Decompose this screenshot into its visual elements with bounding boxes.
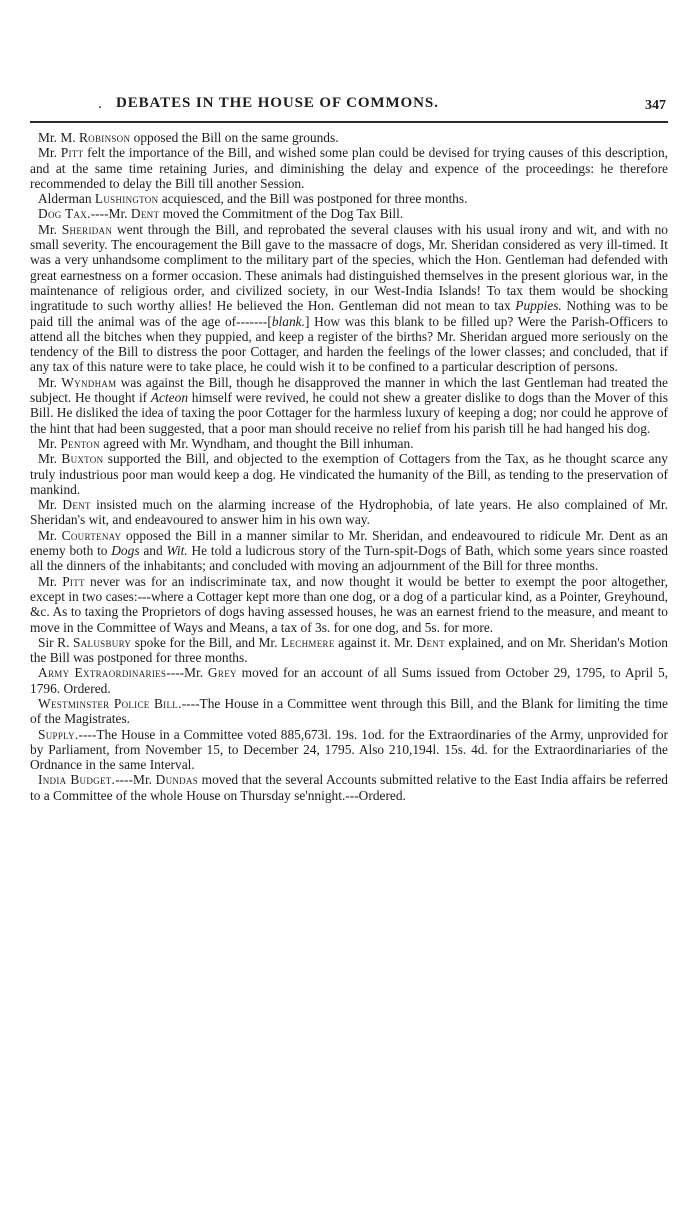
speaker-name: Grey <box>207 665 237 681</box>
text: Mr. <box>38 221 62 237</box>
section-heading: India Budget. <box>38 772 116 788</box>
paragraph-wyndham <box>30 375 668 436</box>
text: ----Mr. <box>90 206 131 222</box>
text: opposed the Bill in a manner similar to Mr. Sheridan, and endeavoured to ridicule Mr. Dent as an enemy both to <box>30 527 668 559</box>
speaker-name: Dundas <box>155 772 199 788</box>
text: agreed with Mr. Wyndham, and thought the Bill inhuman. <box>99 435 414 451</box>
paragraph-india-budget <box>30 772 668 803</box>
paragraph-dog-tax <box>30 206 668 221</box>
text: explained, and on Mr. Sheridan's Motion the Bill was postponed for three months. <box>30 634 668 666</box>
italic-text: Dogs <box>111 543 140 559</box>
page-number: 347 <box>645 98 666 113</box>
speaker-name: Pitt <box>60 145 84 161</box>
paragraph-salusbury <box>30 635 668 666</box>
text: Sir R. <box>38 634 74 650</box>
text: Mr. <box>38 145 61 161</box>
text: ----The House in a Committee voted 885,673l. 19s. 1od. for the Extraordinaries of the Army, unprovided for by Parliament, from November 15, to December 24, 1795. Also 210,194l. 15s. 4d. for the Extraordinariaries of the Ordnance in the same Interval. <box>30 726 668 773</box>
section-heading: Supply. <box>38 726 79 742</box>
paragraph-dent <box>30 497 668 528</box>
text: He told a ludicrous story of the Turn-spit-Dogs of Bath, which some years since roasted all the dinners of the inhabitants; and concluded with moving an adjournment of the Bill for three months. <box>30 543 668 574</box>
text: spoke for the Bill, and Mr. <box>131 634 282 650</box>
paragraph-lushington <box>30 191 668 206</box>
text: ] How was this blank to be filled up? Were the Parish-Officers to attend all the bitches when they puppied, and keep a register of the births? Mr. Sheridan argued more seriously on the tendency of the Bill to distress the poor Cottager, and harden the feelings of the lower classes; and concluded, that if any tax of this nature were to take place, he could wish it to be confined to a particular description of persons. <box>30 313 669 375</box>
speaker-name: Buxton <box>61 451 104 467</box>
speaker-name: Dent <box>130 206 160 222</box>
italic-text: Acteon <box>150 390 189 406</box>
text: Mr. <box>38 451 62 467</box>
speaker-name: Dent <box>62 497 91 513</box>
paragraph-sheridan <box>30 222 668 375</box>
article-body <box>30 130 668 803</box>
speaker-name: Dent <box>416 634 445 650</box>
speaker-name: Lushington <box>94 191 159 207</box>
paragraph-supply <box>30 727 668 773</box>
text: felt the importance of the Bill, and wished some plan could be devised for trying causes of this description, and at the same time retaining Juries, and diminishing the delay and expence of the proceedings: he therefore recommended to delay the Bill till another Session. <box>30 145 668 191</box>
text: went through the Bill, and reprobated the several clauses with his usual irony and wit, and with no small severity. The encouragement the Bill gave to the massacre of dogs, Mr. Sheridan considered as very ill-timed. It was a very unhandsome compliment to the military part of the species, which the Hon. Gentleman had defended with great earnestness on a former occasion. These animals had distinguished themselves in the present glorious war, in the maintenance of religious order, and civilized society, in our West-India Islands! To tax them would be shocking ingratitude to such worthy allies! He believed the Hon. Gentleman did not mean to tax <box>30 221 669 314</box>
italic-text: Wit. <box>166 543 188 559</box>
text: Alderman <box>38 191 95 207</box>
paragraph-buxton <box>30 451 668 497</box>
text: ----Mr. <box>166 665 208 681</box>
page-header <box>34 95 666 121</box>
text: acquiesced, and the Bill was postponed for three months. <box>158 191 468 207</box>
text: was against the Bill, though he disapproved the manner in which the last Gentleman had treated the subject. He thought if <box>30 374 668 406</box>
section-heading: Dog Tax. <box>38 206 91 222</box>
paragraph-robinson <box>30 130 668 145</box>
text: never was for an indiscriminate tax, and now thought it would be better to exempt the poor altogether, except in two cases:---where a Cottager kept more than one dog, or a dog of a particular kind, as a Pointer, Greyhound, &c. As to taxing the Proprietors of dogs having assessed houses, he was an earnest friend to the measure, and meant to move in the Committee of Ways and Means, a tax of 3s. for one dog, and 5s. for more. <box>30 573 668 635</box>
text: Mr. M. <box>38 130 79 145</box>
text: moved that the several Accounts submitted relative to the East India affairs be referred to a Committee of the whole House on Thursday se'nnight.---Ordered. <box>30 772 668 803</box>
section-heading: Army Extraordinaries <box>38 665 167 681</box>
italic-text: blank. <box>271 313 305 329</box>
header-rule <box>30 121 668 123</box>
paragraph-pitt-2 <box>30 574 668 635</box>
text: ----The House in a Committee went through this Bill, and the Blank for limiting the time of the Magistrates. <box>30 695 668 727</box>
text: and <box>139 543 167 559</box>
text: Mr. <box>38 497 63 513</box>
text: moved the Commitment of the Dog Tax Bill. <box>159 206 404 222</box>
text: ----Mr. <box>115 772 156 788</box>
header-ornament: . <box>98 96 102 112</box>
running-title: DEBATES IN THE HOUSE OF COMMONS. <box>116 95 439 111</box>
text: supported the Bill, and objected to the exemption of Cottagers from the Tax, as he thought scarce any truly industrious poor man would keep a dog. He vindicated the humanity of the Bill, as tending to the preservation of mankind. <box>30 451 668 497</box>
paragraph-courtenay <box>30 528 668 574</box>
text: Mr. <box>38 435 61 451</box>
text: himself were revived, he could not shew a greater dislike to dogs than the Mover of this Bill. He disliked the idea of taxing the poor Cottager for the harmless luxury of keeping a dog; nor could he approve of the hint that had been suggested, that a poor man should receive no relief from his parish till he had hanged his dog. <box>30 390 668 436</box>
paragraph-army-extraordinaries <box>30 665 668 696</box>
text: opposed the Bill on the same grounds. <box>130 130 339 145</box>
speaker-name: Salusbury <box>73 634 132 650</box>
speaker-name: Wyndham <box>61 374 117 390</box>
text: Mr. <box>38 573 63 589</box>
speaker-name: Pitt <box>62 573 85 589</box>
paragraph-penton <box>30 436 668 451</box>
speaker-name: Lechmere <box>281 634 335 650</box>
text: insisted much on the alarming increase of the Hydrophobia, of late years. He also complained of Mr. Sheridan's wit, and endeavoured to answer him in his own way. <box>30 497 668 528</box>
speaker-name: Sheridan <box>61 221 113 237</box>
italic-text: Puppies. <box>515 298 562 314</box>
speaker-name: Robinson <box>78 130 131 145</box>
paragraph-westminster-police <box>30 696 668 727</box>
text: moved for an account of all Sums issued from October 29, 1795, to April 5, 1796. Ordered. <box>30 665 668 696</box>
speaker-name: Courtenay <box>61 527 122 543</box>
text: Mr. <box>38 374 62 390</box>
paragraph-pitt-1 <box>30 145 668 191</box>
text: Mr. <box>38 527 62 543</box>
speaker-name: Penton <box>60 435 100 451</box>
text: against it. Mr. <box>334 634 417 650</box>
section-heading: Westminster Police Bill. <box>38 695 182 711</box>
text: Nothing was to be paid till the animal was of the age of-------[ <box>30 298 668 329</box>
